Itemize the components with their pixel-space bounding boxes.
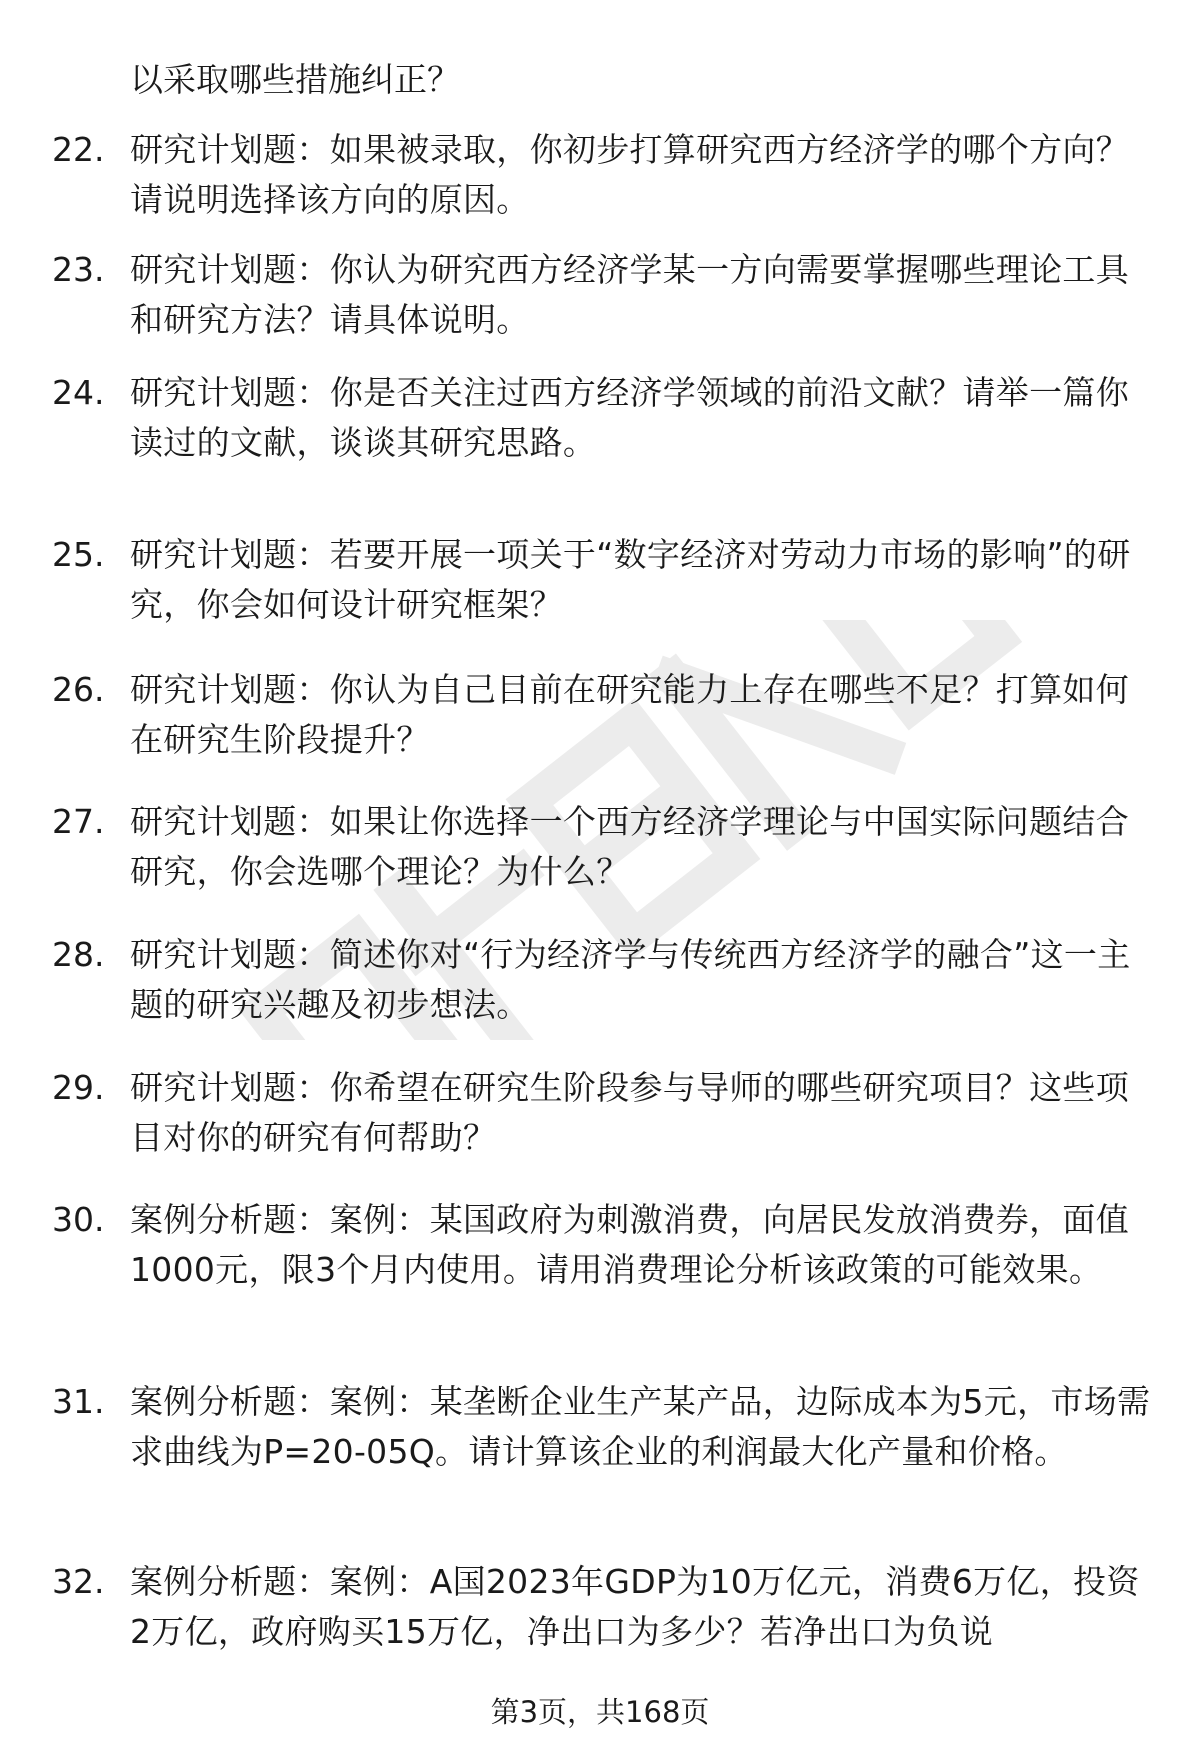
question-number: 27.	[52, 802, 105, 841]
question-number: 31.	[52, 1382, 105, 1421]
question-text: 研究计划题：如果让你选择一个西方经济学理论与中国实际问题结合研究，你会选哪个理论？为什么？	[130, 802, 1129, 891]
question-text: 案例分析题：案例：A国2023年GDP为10万亿元，消费6万亿，投资2万亿，政府购买15万亿，净出口为多少？若净出口为负说	[130, 1562, 1140, 1651]
question-text: 研究计划题：如果被录取，你初步打算研究西方经济学的哪个方向？请说明选择该方向的原因。	[130, 130, 1129, 219]
continuation-text: 以采取哪些措施纠正？	[130, 60, 460, 99]
question-text: 案例分析题：案例：某垄断企业生产某产品，边际成本为5元，市场需求曲线为P=20-05Q。请计算该企业的利润最大化产量和价格。	[130, 1382, 1151, 1471]
question-text: 研究计划题：若要开展一项关于“数字经济对劳动力市场的影响”的研究，你会如何设计研究框架？	[130, 535, 1131, 624]
question-number: 26.	[52, 670, 105, 709]
question-number: 24.	[52, 373, 105, 412]
question-text: 案例分析题：案例：某国政府为刺激消费，向居民发放消费券，面值1000元，限3个月内使用。请用消费理论分析该政策的可能效果。	[130, 1200, 1129, 1289]
question-text: 研究计划题：你认为自己目前在研究能力上存在哪些不足？打算如何在研究生阶段提升？	[130, 670, 1129, 759]
question-number: 30.	[52, 1200, 105, 1239]
question-text: 研究计划题：你认为研究西方经济学某一方向需要掌握哪些理论工具和研究方法？请具体说明。	[130, 250, 1129, 339]
question-number: 28.	[52, 935, 105, 974]
question-text: 研究计划题：你希望在研究生阶段参与导师的哪些研究项目？这些项目对你的研究有何帮助？	[130, 1068, 1129, 1157]
question-number: 29.	[52, 1068, 105, 1107]
question-text: 研究计划题：简述你对“行为经济学与传统西方经济学的融合”这一主题的研究兴趣及初步想法。	[130, 935, 1131, 1024]
page-footer: 第3页，共168页	[490, 1695, 710, 1729]
question-number: 23.	[52, 250, 105, 289]
question-number: 25.	[52, 535, 105, 574]
question-number: 22.	[52, 130, 105, 169]
question-number: 32.	[52, 1562, 105, 1601]
question-text: 研究计划题：你是否关注过西方经济学领域的前沿文献？请举一篇你读过的文献，谈谈其研究思路。	[130, 373, 1129, 462]
